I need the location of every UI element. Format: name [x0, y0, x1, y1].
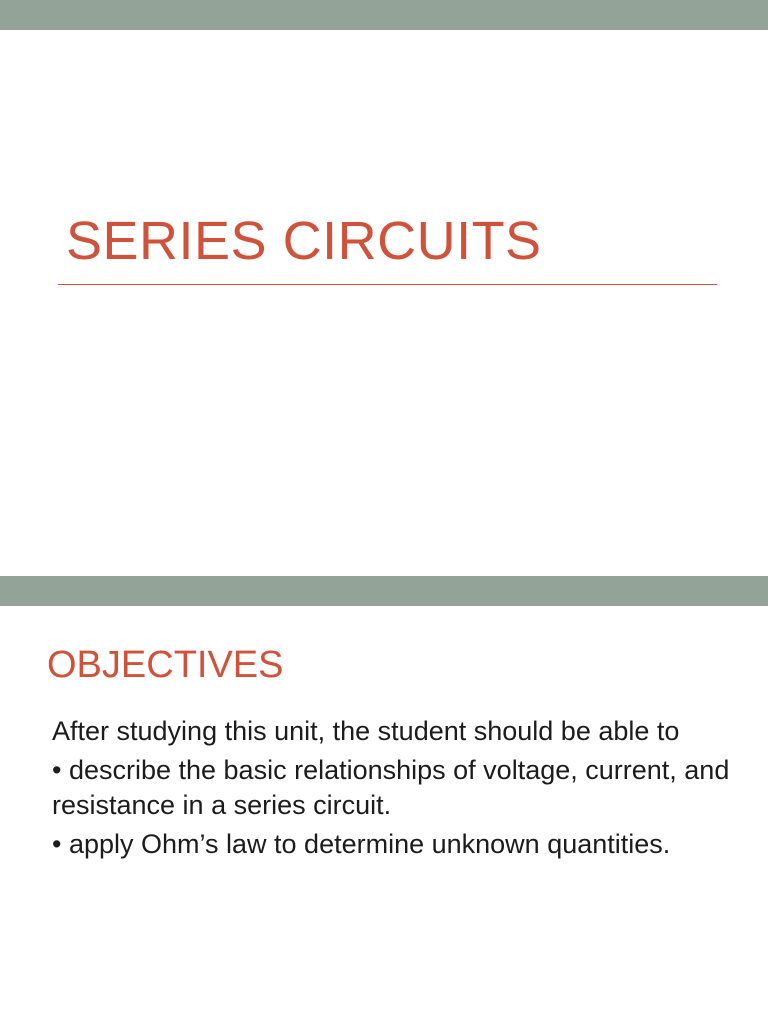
objectives-heading: OBJECTIVES: [47, 644, 284, 686]
objectives-intro: After studying this unit, the student should be able to: [52, 716, 680, 746]
slide-top-band: [0, 0, 768, 30]
objectives-body: [52, 714, 732, 866]
title-underline: [58, 284, 717, 285]
slide-objectives: [0, 576, 768, 1024]
objective-item: • describe the basic relationships of voltage, current, and resistance in a series circuit.: [52, 755, 730, 820]
slide-title-text: SERIES CIRCUITS: [66, 211, 542, 271]
slide-top-band: [0, 576, 768, 606]
objective-item: • apply Ohm’s law to determine unknown quantities.: [52, 829, 671, 859]
